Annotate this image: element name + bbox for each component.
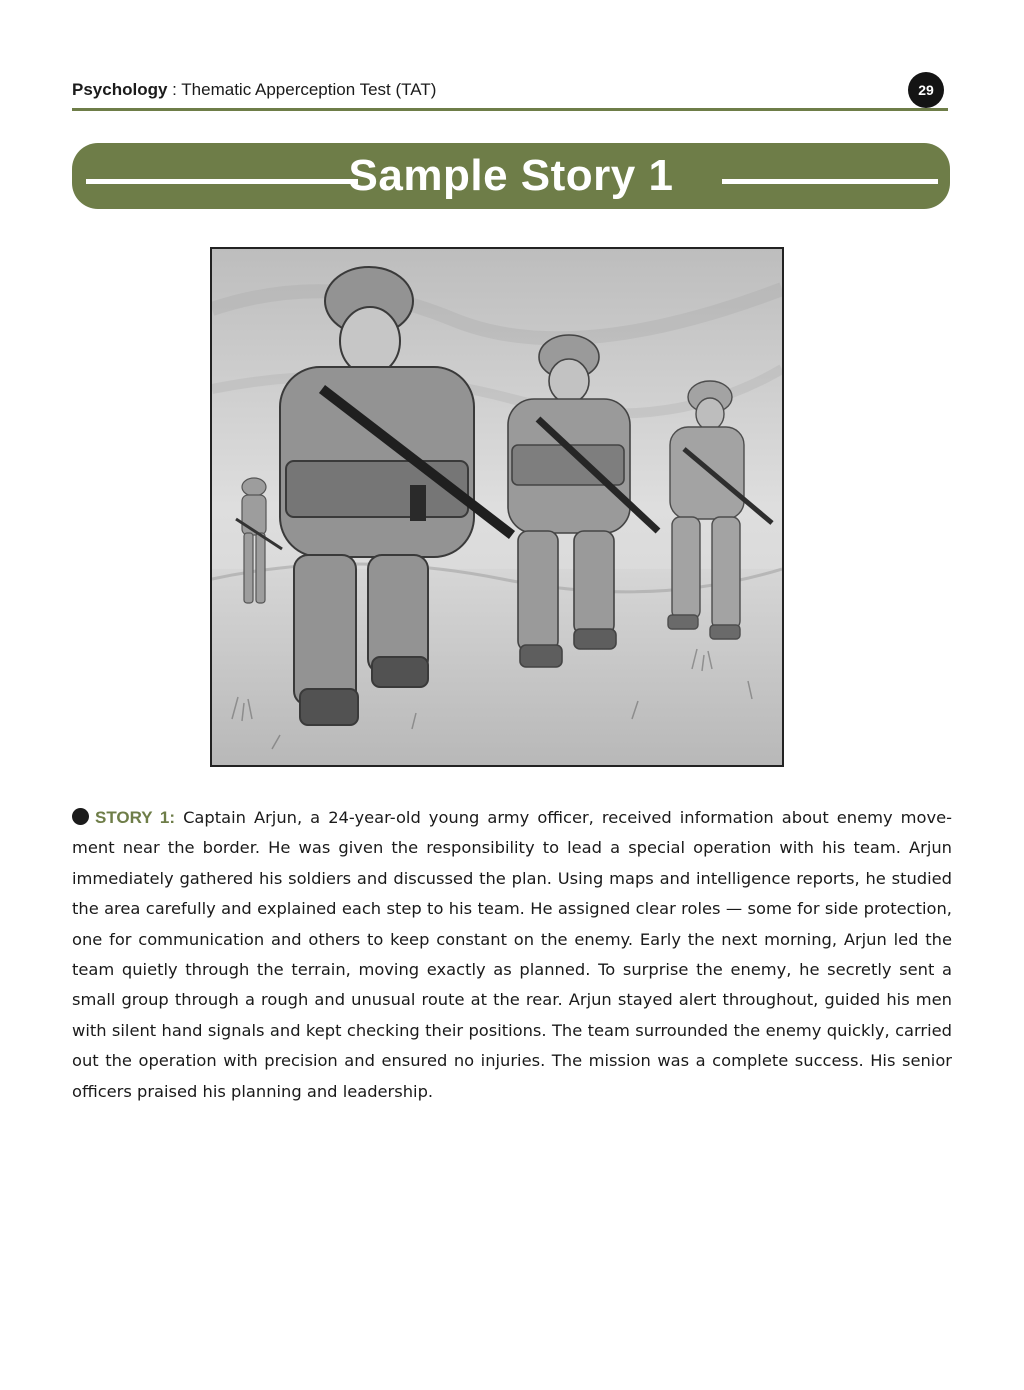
bullet-icon	[72, 808, 89, 825]
header-text	[72, 80, 436, 100]
running-header	[72, 72, 948, 112]
header-rule	[72, 108, 948, 111]
page-number-badge: 29	[908, 72, 944, 108]
banner-title: Sample Story 1	[348, 151, 674, 200]
soldiers-illustration	[210, 247, 784, 767]
header-separator: :	[167, 80, 182, 99]
banner-line-right	[722, 179, 938, 184]
story-text: Captain Arjun, a 24-year-old young army officer, received information about enemy move-ment near the border. He was given the responsibility to lead a special operation with his team. Arjun immediately gathered his soldiers and discussed the plan. Using maps and intelligence reports, he studied the area carefully and explained each step to his team. He assigned clear roles — some for side protection, one for communication and others to keep constant on the enemy. Early the next morning, Arjun led the team quietly through the terrain, moving exactly as planned. To surprise the enemy, he secretly sent a small group through a rough and unusual route at the rear. Arjun stayed alert throughout, guided his men with silent hand signals and kept checking their positions. The team surrounded the enemy quickly, carried out the operation with precision and ensured no injuries. The mission was a complete success. His senior officers praised his planning and leadership.	[72, 808, 952, 1101]
soldiers-sketch	[212, 249, 782, 765]
title-banner	[72, 143, 950, 209]
header-subject: Psychology	[72, 80, 168, 99]
story-paragraph	[72, 803, 952, 1107]
header-topic: Thematic Apperception Test (TAT)	[181, 80, 437, 99]
story-label: STORY 1:	[95, 808, 176, 827]
